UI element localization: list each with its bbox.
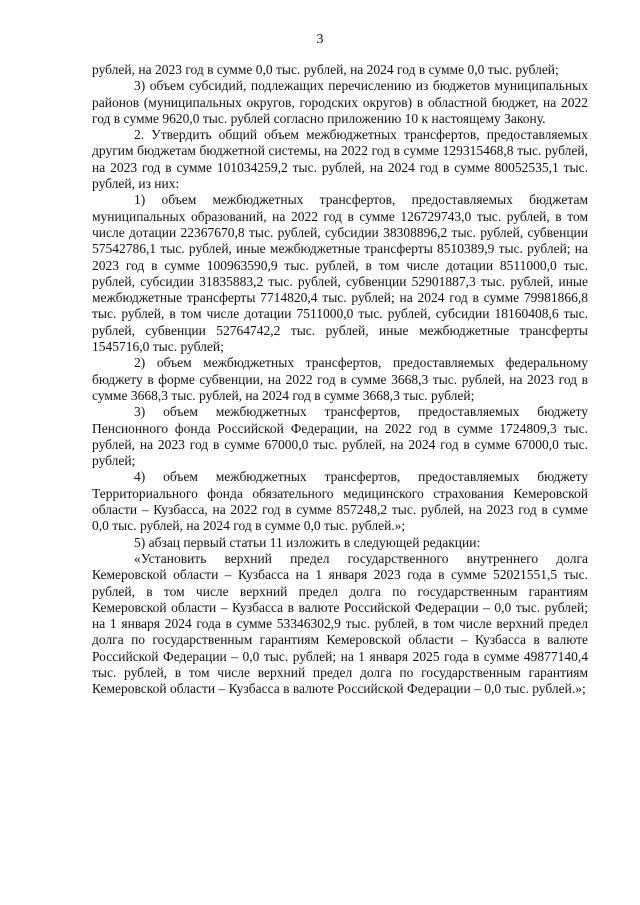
paragraph-transfers-3: 3) объем межбюджетных трансфертов, предоставляемых бюджету Пенсионного фонда Российской Федерации, на 2022 год в сумме 1724809,3 тыс. рублей, на 2023 год в сумме 67000,0 тыс. рублей, на 2024 год в сумме 67000,0 тыс. рублей; bbox=[92, 404, 588, 469]
paragraph-debt-limit: «Установить верхний предел государственного внутреннего долга Кемеровской области – Кузбасса на 1 января 2023 года в сумме 52021551,5 тыс. рублей, в том числе верхний предел долга по государственным гарантиям Кемеровской области – Кузбасса в валюте Российской Федерации – 0,0 тыс. рублей; на 1 января 2024 года в сумме 53346302,9 тыс. рублей, в том числе верхний предел долга по государственным гарантиям Кемеровской области – Кузбасса в валюте Российской Федерации – 0,0 тыс. рублей; на 1 января 2025 года в сумме 49877140,4 тыс. рублей, в том числе верхний предел долга по государственным гарантиям Кемеровской области – Кузбасса в валюте Российской Федерации – 0,0 тыс. рублей.»; bbox=[92, 550, 588, 697]
paragraph-transfers-1: 1) объем межбюджетных трансфертов, предоставляемых бюджетам муниципальных образований, на 2022 год в сумме 126729743,0 тыс. рублей, в том числе дотации 22367670,8 тыс. рублей, субсидии 38308896,2 тыс. рублей, субвенции 57542786,1 тыс. рублей, иные межбюджетные трансферты 8510389,9 тыс. рублей; на 2023 год в сумме 100963590,9 тыс. рублей, в том числе дотации 8511000,0 тыс. рублей, субсидии 31835883,2 тыс. рублей, субвенции 52901887,3 тыс. рублей, иные межбюджетные трансферты 7714820,4 тыс. рублей; на 2024 год в сумме 79981866,8 тыс. рублей, в том числе дотации 7511000,0 тыс. рублей, субсидии 18160408,6 тыс. рублей, субвенции 52764742,2 тыс. рублей, иные межбюджетные трансферты 1545716,0 тыс. рублей; bbox=[92, 192, 588, 355]
paragraph-continuation: рублей, на 2023 год в сумме 0,0 тыс. рублей, на 2024 год в сумме 0,0 тыс. рублей; bbox=[92, 62, 559, 77]
paragraph-item-2: 2. Утвердить общий объем межбюджетных трансфертов, предоставляемых другим бюджетам бюджетной системы, на 2022 год в сумме 129315468,8 тыс. рублей, на 2023 год в сумме 101034259,2 тыс. рублей, на 2024 год в сумме 80052535,1 тыс. рублей, из них: bbox=[92, 127, 588, 192]
page-number: 3 bbox=[316, 32, 324, 47]
paragraph-transfers-2: 2) объем межбюджетных трансфертов, предоставляемых федеральному бюджету в форме субвенции, на 2022 год в сумме 3668,3 тыс. рублей, на 2023 год в сумме 3668,3 тыс. рублей, на 2024 год в сумме 3668,3 тыс. рублей; bbox=[92, 355, 588, 403]
paragraph-subsidies-3: 3) объем субсидий, подлежащих перечислению из бюджетов муниципальных районов (муниципальных округов, городских округов) в областной бюджет, на 2022 год в сумме 9620,0 тыс. рублей согласно приложению 10 к настоящему Закону. bbox=[92, 78, 588, 126]
paragraph-item-5: 5) абзац первый статьи 11 изложить в следующей редакции: bbox=[134, 534, 481, 550]
document-body bbox=[92, 62, 588, 698]
paragraph-transfers-4: 4) объем межбюджетных трансфертов, предоставляемых бюджету Территориального фонда обязательного медицинского страхования Кемеровской области – Кузбасса, на 2022 год в сумме 857248,2 тыс. рублей, на 2023 год в сумме 0,0 тыс. рублей, на 2024 год в сумме 0,0 тыс. рублей.»; bbox=[92, 469, 588, 534]
